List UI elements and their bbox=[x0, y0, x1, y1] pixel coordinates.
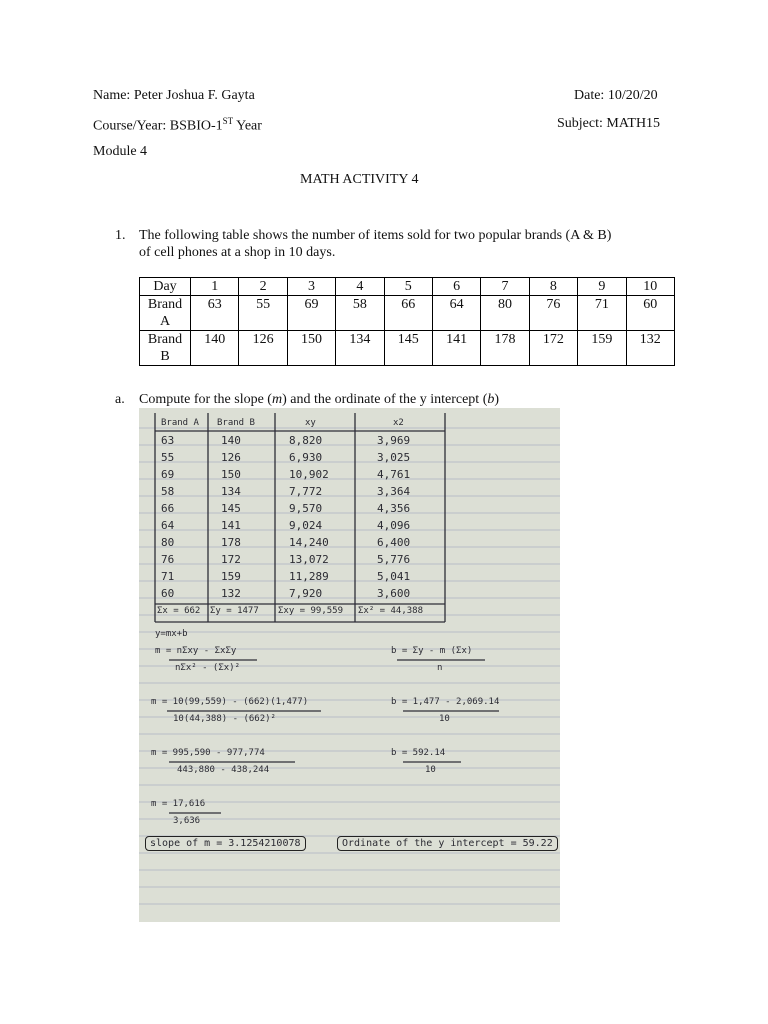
brand-b-cell: 134 bbox=[336, 331, 384, 366]
hw-b-formula-bottom: n bbox=[437, 663, 443, 673]
brand-b-cell: 145 bbox=[384, 331, 432, 366]
hw-sum-y: Σy = 1477 bbox=[210, 606, 259, 616]
course-year bbox=[93, 116, 262, 135]
brand-a-cell: 66 bbox=[384, 296, 432, 331]
brand-a-header bbox=[140, 296, 191, 331]
part-a-letter: a. bbox=[115, 392, 125, 407]
hw-xy-value: 8,820 bbox=[289, 434, 323, 447]
brand-b-label-line1: Brand bbox=[147, 332, 183, 347]
hw-x2-value: 3,600 bbox=[377, 587, 411, 600]
brand-a-cell: 69 bbox=[287, 296, 335, 331]
brand-a-cell: 76 bbox=[529, 296, 577, 331]
subject: Subject: MATH15 bbox=[557, 116, 661, 131]
brand-b-label-line2: B bbox=[160, 349, 170, 364]
hw-m-calc-top: m = 995,590 - 977,774 bbox=[151, 748, 265, 758]
brand-a-label-line2: A bbox=[159, 314, 171, 329]
brand-a-cell: 71 bbox=[578, 296, 626, 331]
hw-m-substitution-bottom: 10(44,388) - (662)² bbox=[173, 714, 276, 724]
hw-brand-a-value: 58 bbox=[161, 485, 175, 498]
hw-x2-value: 3,025 bbox=[377, 451, 411, 464]
part-a-text-2: ) and the ordinate of the y intercept ( bbox=[282, 392, 488, 407]
hw-brand-b-value: 145 bbox=[221, 502, 241, 515]
hw-b-substitution-top: b = 1,477 - 2,069.14 bbox=[391, 697, 500, 707]
brand-b-cell: 172 bbox=[529, 331, 577, 366]
hw-brand-b-value: 140 bbox=[221, 434, 241, 447]
brand-b-cell: 141 bbox=[432, 331, 480, 366]
page-title: MATH ACTIVITY 4 bbox=[300, 172, 419, 187]
hw-header-brand-b: Brand B bbox=[217, 418, 255, 428]
hw-brand-b-value: 134 bbox=[221, 485, 241, 498]
brand-a-cell: 80 bbox=[481, 296, 529, 331]
part-a-text-1: Compute for the slope ( bbox=[139, 392, 272, 407]
brand-b-cell: 159 bbox=[578, 331, 626, 366]
hw-xy-value: 11,289 bbox=[289, 570, 329, 583]
hw-xy-value: 13,072 bbox=[289, 553, 329, 566]
hw-x2-value: 3,969 bbox=[377, 434, 411, 447]
brand-b-cell: 126 bbox=[239, 331, 287, 366]
part-a-m: m bbox=[271, 392, 283, 407]
hw-x2-value: 3,364 bbox=[377, 485, 411, 498]
hw-brand-a-value: 66 bbox=[161, 502, 175, 515]
date: Date: 10/20/20 bbox=[574, 88, 658, 103]
course-year-prefix: Course/Year: BSBIO-1 bbox=[93, 118, 223, 134]
brand-b-cell: 140 bbox=[191, 331, 239, 366]
day-cell: 4 bbox=[336, 278, 384, 296]
day-cell: 2 bbox=[239, 278, 287, 296]
brand-a-cell: 63 bbox=[191, 296, 239, 331]
hw-xy-value: 10,902 bbox=[289, 468, 329, 481]
hw-brand-b-value: 132 bbox=[221, 587, 241, 600]
sales-table bbox=[139, 277, 675, 366]
brand-b-cell: 132 bbox=[626, 331, 674, 366]
brand-b-cell: 178 bbox=[481, 331, 529, 366]
hw-b-calc-top: b = 592.14 bbox=[391, 748, 446, 758]
hw-b-substitution-bottom: 10 bbox=[439, 714, 450, 724]
brand-a-cell: 55 bbox=[239, 296, 287, 331]
hw-m-substitution-top: m = 10(99,559) - (662)(1,477) bbox=[151, 697, 309, 707]
part-a-b: b bbox=[487, 392, 495, 407]
hw-x2-value: 4,761 bbox=[377, 468, 411, 481]
hw-sum-x2: Σx² = 44,388 bbox=[358, 606, 424, 616]
brand-a-cell: 60 bbox=[626, 296, 674, 331]
hw-header-brand-a: Brand A bbox=[161, 418, 199, 428]
hw-xy-value: 9,024 bbox=[289, 519, 323, 532]
hw-brand-a-value: 76 bbox=[161, 553, 175, 566]
hw-b-calc-bottom: 10 bbox=[425, 765, 436, 775]
hw-xy-value: 7,772 bbox=[289, 485, 323, 498]
hw-brand-b-value: 141 bbox=[221, 519, 241, 532]
module-label: Module 4 bbox=[93, 144, 148, 159]
hw-brand-a-value: 71 bbox=[161, 570, 175, 583]
hw-b-formula-top: b = Σy - m (Σx) bbox=[391, 646, 473, 656]
hw-header-xy: xy bbox=[305, 418, 316, 428]
hw-eq-line: y=mx+b bbox=[155, 629, 188, 639]
hw-xy-value: 6,930 bbox=[289, 451, 323, 464]
hw-x2-value: 4,096 bbox=[377, 519, 411, 532]
hw-brand-a-value: 69 bbox=[161, 468, 175, 481]
hw-m-fraction-bottom: 3,636 bbox=[173, 816, 201, 826]
hw-x2-value: 6,400 bbox=[377, 536, 411, 549]
hw-m-formula-bottom: nΣx² - (Σx)² bbox=[175, 663, 241, 673]
course-year-superscript: ST bbox=[222, 116, 234, 126]
course-year-suffix: Year bbox=[233, 118, 262, 134]
day-cell: 3 bbox=[287, 278, 335, 296]
brand-a-cell: 58 bbox=[336, 296, 384, 331]
day-cell: 6 bbox=[432, 278, 480, 296]
day-cell: 7 bbox=[481, 278, 529, 296]
brand-a-cell: 64 bbox=[432, 296, 480, 331]
table-row-day bbox=[140, 278, 675, 296]
hw-slope-result: slope of m = 3.1254210078 bbox=[145, 836, 306, 851]
hw-brand-b-value: 159 bbox=[221, 570, 241, 583]
hw-brand-b-value: 150 bbox=[221, 468, 241, 481]
hw-brand-a-value: 64 bbox=[161, 519, 175, 532]
hw-brand-a-value: 55 bbox=[161, 451, 175, 464]
hw-brand-a-value: 60 bbox=[161, 587, 175, 600]
day-cell: 1 bbox=[191, 278, 239, 296]
hw-xy-value: 14,240 bbox=[289, 536, 329, 549]
hw-sum-xy: Σxy = 99,559 bbox=[278, 606, 344, 616]
day-header: Day bbox=[140, 278, 191, 296]
hw-m-calc-bottom: 443,880 - 438,244 bbox=[177, 765, 270, 775]
hw-x2-value: 4,356 bbox=[377, 502, 411, 515]
day-cell: 9 bbox=[578, 278, 626, 296]
table-row-brand-b bbox=[140, 331, 675, 366]
brand-b-header bbox=[140, 331, 191, 366]
handwritten-solution-photo bbox=[139, 408, 560, 922]
table-row-brand-a bbox=[140, 296, 675, 331]
part-a-text-3: ) bbox=[494, 392, 500, 407]
question-number: 1. bbox=[115, 228, 126, 243]
hw-x2-value: 5,041 bbox=[377, 570, 411, 583]
brand-a-label-line1: Brand bbox=[147, 297, 183, 312]
day-cell: 10 bbox=[626, 278, 674, 296]
hw-brand-b-value: 126 bbox=[221, 451, 241, 464]
question-line-2: of cell phones at a shop in 10 days. bbox=[139, 245, 336, 260]
hw-m-formula-top: m = nΣxy - ΣxΣy bbox=[155, 646, 237, 656]
hw-brand-a-value: 80 bbox=[161, 536, 175, 549]
question-line-1: The following table shows the number of items sold for two popular brands (A & B) bbox=[139, 228, 612, 243]
day-cell: 5 bbox=[384, 278, 432, 296]
student-name: Name: Peter Joshua F. Gayta bbox=[93, 88, 255, 103]
hw-brand-b-value: 172 bbox=[221, 553, 241, 566]
hw-brand-b-value: 178 bbox=[221, 536, 241, 549]
hw-xy-value: 7,920 bbox=[289, 587, 323, 600]
hw-brand-a-value: 63 bbox=[161, 434, 175, 447]
hw-sum-x: Σx = 662 bbox=[157, 606, 201, 616]
hw-intercept-result: Ordinate of the y intercept = 59.22 bbox=[337, 836, 558, 851]
hw-x2-value: 5,776 bbox=[377, 553, 411, 566]
brand-b-cell: 150 bbox=[287, 331, 335, 366]
day-cell: 8 bbox=[529, 278, 577, 296]
hw-xy-value: 9,570 bbox=[289, 502, 323, 515]
hw-header-x2: x2 bbox=[393, 418, 404, 428]
hw-m-fraction-top: m = 17,616 bbox=[151, 799, 206, 809]
part-a-instruction bbox=[139, 392, 499, 408]
